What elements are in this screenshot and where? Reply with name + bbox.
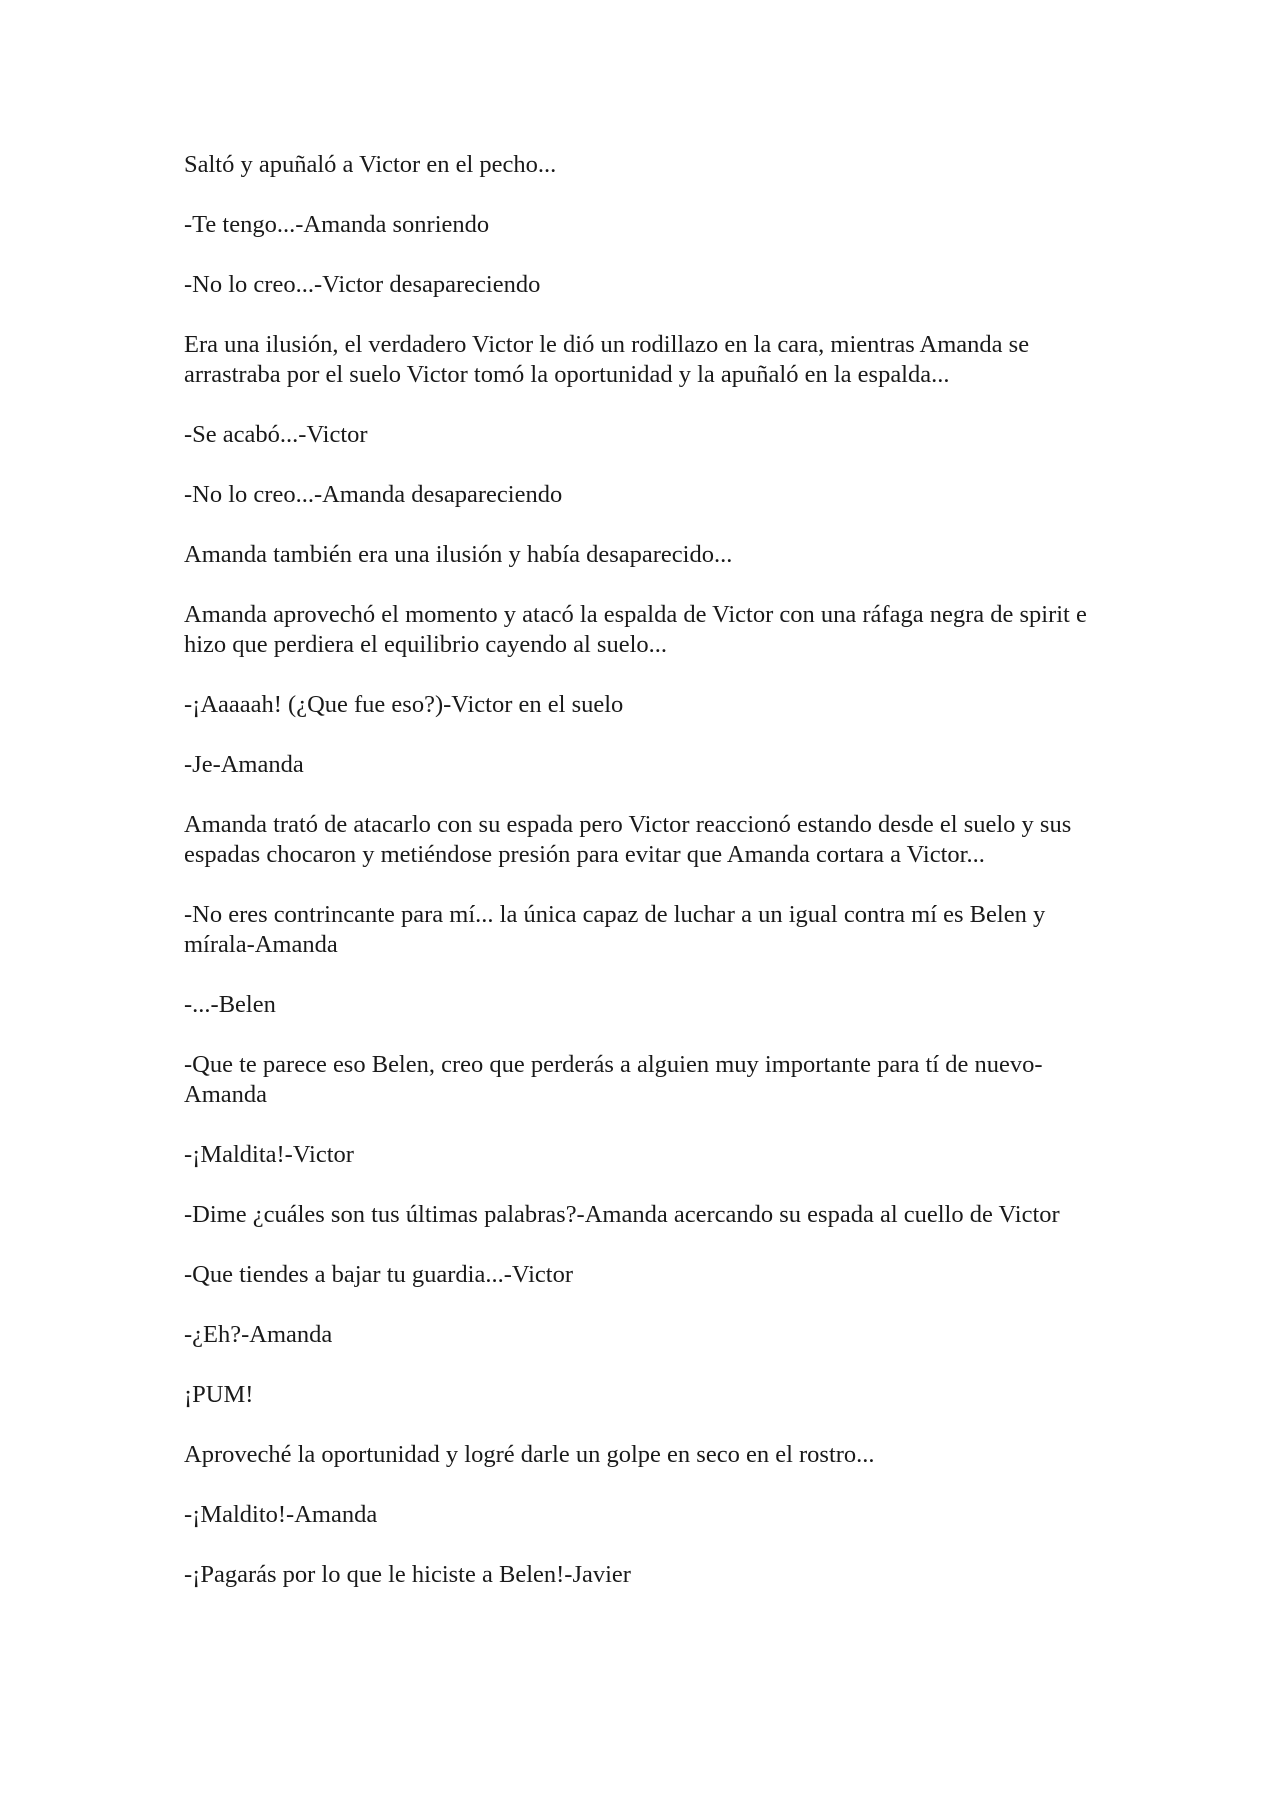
paragraph: Amanda trató de atacarlo con su espada pero Victor reaccionó estando desde el suelo y sus espadas chocaron y metiéndose presión para evitar que Amanda cortara a Victor... [184,811,1072,868]
paragraph: -¡Maldita!-Victor [184,1141,354,1168]
paragraph: Amanda también era una ilusión y había desaparecido... [184,541,733,568]
paragraph: Era una ilusión, el verdadero Victor le dió un rodillazo en la cara, mientras Amanda se arrastraba por el suelo Victor tomó la oportunidad y la apuñaló en la espalda... [184,331,1030,388]
paragraph: -¿Eh?-Amanda [184,1321,333,1348]
paragraph: -...-Belen [184,991,276,1018]
paragraph: -Je-Amanda [184,751,304,778]
paragraph: ¡PUM! [184,1381,254,1408]
paragraph: Amanda aprovechó el momento y atacó la espalda de Victor con una ráfaga negra de spirit e hizo que perdiera el equilibrio cayendo al suelo... [184,601,1087,658]
document-body [184,150,1104,1620]
paragraph: -No lo creo...-Amanda desapareciendo [184,481,563,508]
paragraph: -¡Maldito!-Amanda [184,1501,378,1528]
paragraph: -Te tengo...-Amanda sonriendo [184,211,490,238]
paragraph: -No eres contrincante para mí... la única capaz de luchar a un igual contra mí es Belen y mírala-Amanda [184,901,1046,958]
paragraph: -Que tiendes a bajar tu guardia...-Victor [184,1261,574,1288]
paragraph: -¡Pagarás por lo que le hiciste a Belen!-Javier [184,1561,631,1588]
paragraph: -¡Aaaaah! (¿Que fue eso?)-Victor en el suelo [184,691,624,718]
paragraph: -No lo creo...-Victor desapareciendo [184,271,541,298]
paragraph: -Dime ¿cuáles son tus últimas palabras?-Amanda acercando su espada al cuello de Victor [184,1201,1060,1228]
paragraph: -Que te parece eso Belen, creo que perderás a alguien muy importante para tí de nuevo-Amanda [184,1051,1043,1108]
paragraph: -Se acabó...-Victor [184,421,368,448]
paragraph: Saltó y apuñaló a Victor en el pecho... [184,151,557,178]
paragraph: Aproveché la oportunidad y logré darle un golpe en seco en el rostro... [184,1441,875,1468]
